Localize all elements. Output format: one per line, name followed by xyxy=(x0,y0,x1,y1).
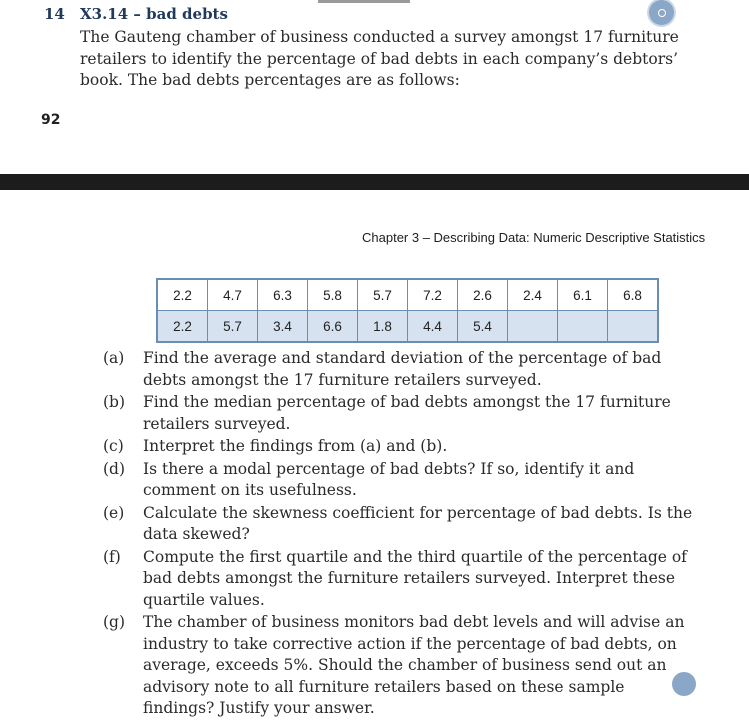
dataset-icon[interactable] xyxy=(649,0,674,25)
table-cell: 5.7 xyxy=(358,279,408,311)
table-cell-empty xyxy=(558,311,608,343)
table-cell: 6.1 xyxy=(558,279,608,311)
question-item xyxy=(100,503,710,546)
data-table xyxy=(156,278,659,343)
table-cell-empty xyxy=(508,311,558,343)
table-cell: 4.7 xyxy=(208,279,258,311)
table-cell: 5.4 xyxy=(458,311,508,343)
table-cell: 5.8 xyxy=(308,279,358,311)
table-row xyxy=(157,279,658,311)
question-label: (c) xyxy=(103,437,124,455)
question-text: Compute the first quartile and the third quartile of the percentage of bad debts amongst the furniture retailers surveyed. Interpret these quartile values. xyxy=(143,547,687,609)
question-text: The chamber of business monitors bad debt levels and will advise an industry to take corrective action if the percentage of bad debts, on average, exceeds 5%. Should the chamber of business send out an advisory note to all furniture retailers based on these sample findings? Justify your answer. xyxy=(143,613,685,717)
table-cell: 2.4 xyxy=(508,279,558,311)
table-cell: 4.4 xyxy=(408,311,458,343)
dataset-icon-glyph xyxy=(658,9,666,17)
table-cell: 1.8 xyxy=(358,311,408,343)
question-item xyxy=(100,392,710,435)
question-text: Find the median percentage of bad debts amongst the 17 furniture retailers surveyed. xyxy=(143,393,671,433)
page-fragment xyxy=(318,0,410,3)
previous-page xyxy=(0,0,749,172)
scroll-indicator[interactable] xyxy=(672,672,696,696)
table-row xyxy=(157,311,658,343)
question-item xyxy=(100,612,710,720)
question-item xyxy=(100,459,710,502)
question-text: Find the average and standard deviation of the percentage of bad debts amongst the 17 furniture retailers surveyed. xyxy=(143,349,662,389)
question-item xyxy=(100,348,710,391)
question-label: (a) xyxy=(103,349,125,367)
table-cell: 2.2 xyxy=(157,311,208,343)
table-cell: 2.6 xyxy=(458,279,508,311)
table-cell: 2.2 xyxy=(157,279,208,311)
exercise-intro: The Gauteng chamber of business conducted a survey amongst 17 furniture retailers to identify the percentage of bad debts in each company’s debtors’ book. The bad debts percentages are as follows: xyxy=(80,28,679,89)
question-label: (f) xyxy=(103,547,121,566)
running-header: Chapter 3 – Describing Data: Numeric Descriptive Statistics xyxy=(362,230,706,245)
table-cell: 5.7 xyxy=(208,311,258,343)
table-cell-empty xyxy=(608,311,659,343)
question-text: Calculate the skewness coefficient for percentage of bad debts. Is the data skewed? xyxy=(143,503,693,543)
table-cell: 6.6 xyxy=(308,311,358,343)
exercise-number: 14 xyxy=(44,5,65,23)
question-label: (g) xyxy=(103,613,126,631)
question-list xyxy=(100,348,710,721)
table-cell: 6.3 xyxy=(258,279,308,311)
question-label: (e) xyxy=(103,503,125,522)
question-item xyxy=(100,436,710,458)
table-cell: 3.4 xyxy=(258,311,308,343)
table-cell: 7.2 xyxy=(408,279,458,311)
question-text: Is there a modal percentage of bad debts? If so, identify it and comment on its usefulness. xyxy=(143,459,635,499)
table-cell: 6.8 xyxy=(608,279,659,311)
exercise-title: X3.14 – bad debts xyxy=(80,5,228,23)
page-number: 92 xyxy=(41,112,61,128)
question-text: Interpret the findings from (a) and (b). xyxy=(143,437,448,455)
page-divider xyxy=(0,174,749,190)
question-item xyxy=(100,547,710,612)
question-label: (b) xyxy=(103,393,126,411)
question-label: (d) xyxy=(103,459,126,478)
